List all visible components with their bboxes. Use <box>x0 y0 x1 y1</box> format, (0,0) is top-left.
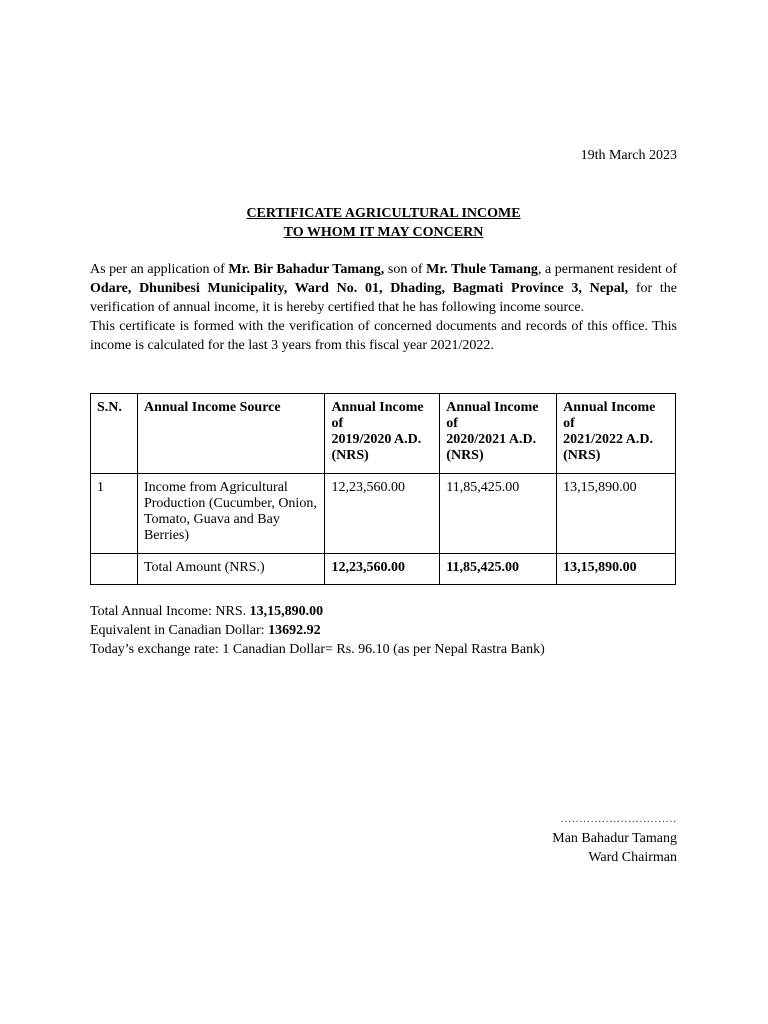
body-text: for the verification of annual income, it is hereby certified that he has following income source. <box>90 281 677 315</box>
income-table <box>90 393 676 585</box>
canadian-equivalent-value: 13692.92 <box>268 623 321 638</box>
title-line-2: TO WHOM IT MAY CONCERN <box>283 225 484 240</box>
table-total-row <box>91 554 676 585</box>
row-income-2021-2022: 13,15,890.00 <box>557 474 676 554</box>
signatory-designation: Ward Chairman <box>588 850 677 865</box>
signatory-name: Man Bahadur Tamang <box>552 831 677 846</box>
total-2019-2020: 12,23,560.00 <box>325 554 440 585</box>
table-header-row <box>91 394 676 474</box>
body-text: , a permanent resident of <box>537 262 677 277</box>
document-date: 19th March 2023 <box>580 148 677 163</box>
table-row <box>91 474 676 554</box>
father-name: Mr. Thule Tamang <box>426 262 538 277</box>
certificate-body <box>90 260 677 355</box>
row-income-2019-2020: 12,23,560.00 <box>325 474 440 554</box>
row-source: Income from Agricultural Production (Cucumber, Onion, Tomato, Guava and Bay Berries) <box>137 474 324 554</box>
signature-block <box>552 810 677 867</box>
header-source: Annual Income Source <box>137 394 324 474</box>
body-text: As per an application of <box>90 262 229 277</box>
exchange-rate: Today’s exchange rate: 1 Canadian Dollar= Rs. 96.10 (as per Nepal Rastra Bank) <box>90 642 545 657</box>
header-sn: S.N. <box>91 394 138 474</box>
income-summary <box>90 602 545 659</box>
body-paragraph-1 <box>90 260 677 317</box>
title-line-1: CERTIFICATE AGRICULTURAL INCOME <box>246 206 521 221</box>
body-text: son of <box>384 262 427 277</box>
certificate-title <box>90 204 677 242</box>
row-income-2020-2021: 11,85,425.00 <box>440 474 557 554</box>
header-year-2019-2020: Annual Income of 2019/2020 A.D. (NRS) <box>325 394 440 474</box>
canadian-equivalent: Equivalent in Canadian Dollar: 13692.92 <box>90 623 321 638</box>
header-year-2020-2021: Annual Income of 2020/2021 A.D. (NRS) <box>440 394 557 474</box>
header-year-2021-2022: Annual Income of 2021/2022 A.D. (NRS) <box>557 394 676 474</box>
total-2020-2021: 11,85,425.00 <box>440 554 557 585</box>
row-sn: 1 <box>91 474 138 554</box>
total-sn-empty <box>91 554 138 585</box>
total-annual-income-value: 13,15,890.00 <box>249 604 324 619</box>
total-annual-income: Total Annual Income: NRS. 13,15,890.00 <box>90 604 324 619</box>
body-paragraph-2: This certificate is formed with the verification of concerned documents and records of this office. This income is calculated for the last 3 years from this fiscal year 2021/2022. <box>90 319 677 353</box>
total-label: Total Amount (NRS.) <box>137 554 324 585</box>
applicant-name: Mr. Bir Bahadur Tamang, <box>228 262 385 277</box>
resident-address: Odare, Dhunibesi Municipality, Ward No. 01, Dhading, Bagmati Province 3, Nepal, <box>90 281 629 296</box>
signature-line: ............................... <box>560 813 677 825</box>
total-2021-2022: 13,15,890.00 <box>557 554 676 585</box>
